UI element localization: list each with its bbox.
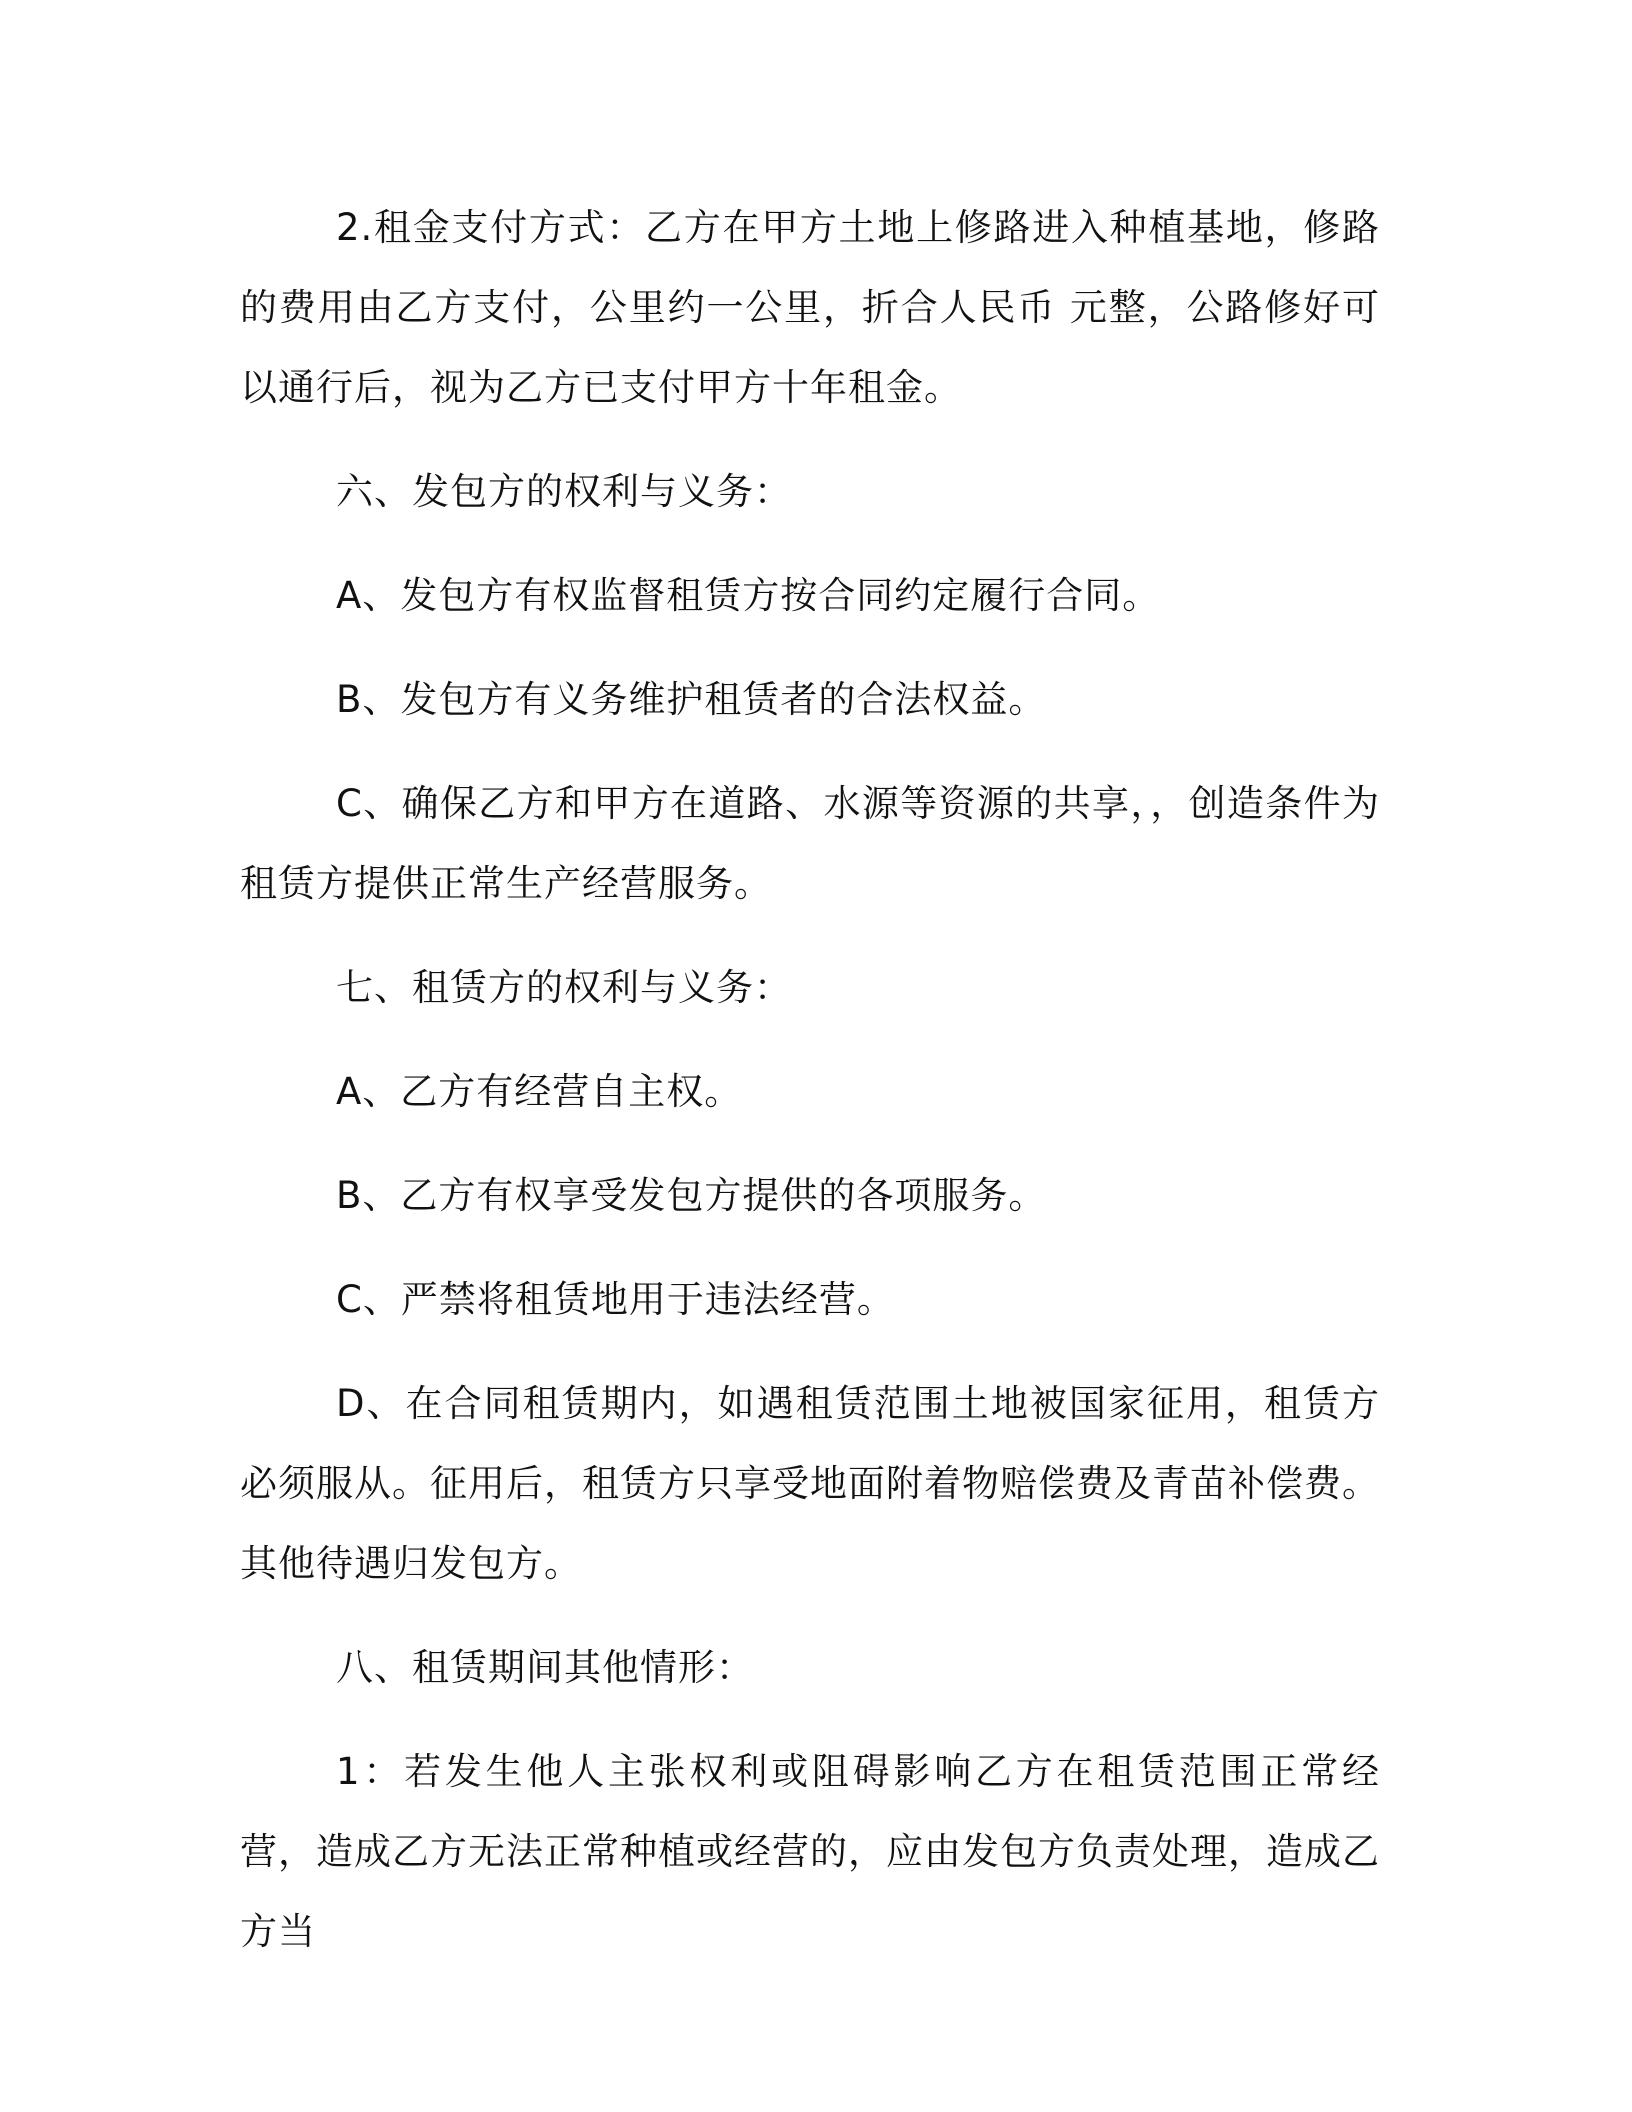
paragraph-six-a: A、发包方有权监督租赁方按合同约定履行合同。: [336, 574, 1161, 617]
heading-section-six: 六、发包方的权利与义务：: [336, 470, 792, 513]
paragraph-seven-c: C、严禁将租赁地用于违法经营。: [336, 1278, 895, 1321]
paragraph-six-b: B、发包方有义务维护租赁者的合法权益。: [336, 678, 1047, 721]
document-body: [240, 188, 1380, 1996]
heading-section-eight: 八、租赁期间其他情形：: [336, 1646, 754, 1689]
paragraph-eight-1: 1：若发生他人主张权利或阻碍影响乙方在租赁范围正常经营，造成乙方无法正常种植或经营的，应由发包方负责处理，造成乙方当: [240, 1750, 1380, 1953]
paragraph-seven-b: B、乙方有权享受发包方提供的各项服务。: [336, 1174, 1047, 1217]
paragraph-seven-d: D、在合同租赁期内，如遇租赁范围土地被国家征用，租赁方必须服从。征用后，租赁方只享受地面附着物赔偿费及青苗补偿费。其他待遇归发包方。: [240, 1382, 1380, 1585]
paragraph-six-c: C、确保乙方和甲方在道路、水源等资源的共享，，创造条件为租赁方提供正常生产经营服务。: [240, 782, 1380, 905]
heading-section-seven: 七、租赁方的权利与义务：: [336, 966, 792, 1009]
paragraph-seven-a: A、乙方有经营自主权。: [336, 1070, 743, 1113]
paragraph-rent-payment: 2.租金支付方式：乙方在甲方土地上修路进入种植基地，修路的费用由乙方支付，公里约一公里，折合人民币 元整，公路修好可以通行后，视为乙方已支付甲方十年租金。: [240, 206, 1380, 409]
